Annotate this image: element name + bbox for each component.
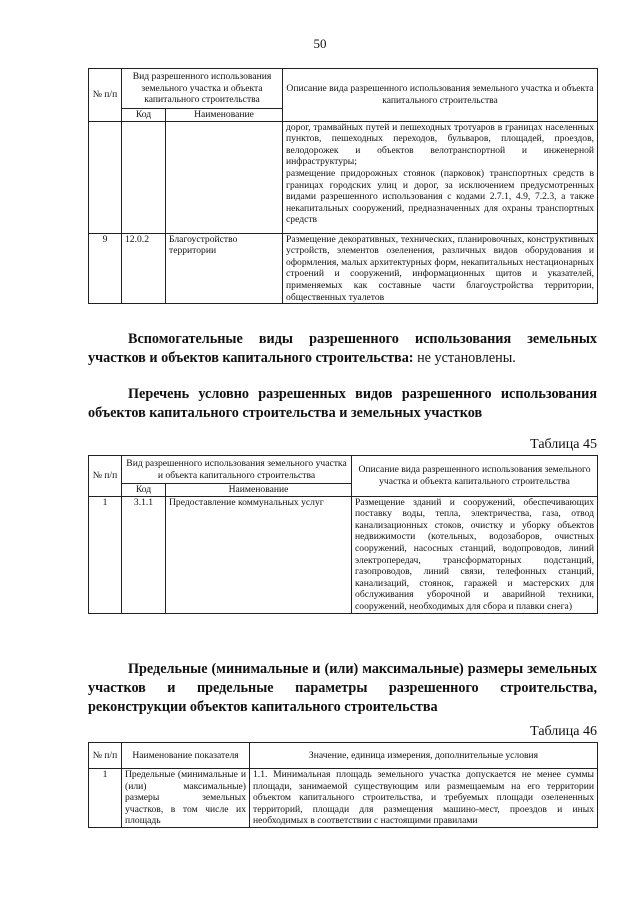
table-row	[89, 769, 598, 828]
header-code: Код	[122, 109, 166, 122]
row-description: Размещение декоративных, технических, планировочных, конструктивных устройств, элементов озеленения, различных видов оборудования и оформления, малых архитектурных форм, некапитальных нестационарных строений и сооружений, информационных щитов и указателей, применяемых как составные части благоустройства территории, общественных туалетов	[283, 233, 598, 304]
header-kind: Вид разрешенного использования земельного участка и объекта капитального строительства	[122, 456, 352, 484]
header-description: Описание вида разрешенного использования земельного участка и объекта капитального строительства	[352, 456, 598, 497]
row-code: 12.0.2	[122, 233, 166, 304]
header-num: № п/п	[89, 456, 122, 497]
row-value: 1.1. Минимальная площадь земельного участка допускается не менее суммы площади, занимаемой существующим или размещаемым на его территории объектом капитального строительства, и требуемых площади озелененных территорий, площади для размещения машино-мест, проездов и иных необходимых в соответствии с настоящими правилами	[250, 769, 598, 828]
header-num: № п/п	[89, 743, 122, 769]
heading-conditional-uses: Перечень условно разрешенных видов разрешенного использования объектов капитального строительства и земельных участков	[88, 386, 597, 421]
row-name: Благоустройство территории	[166, 233, 283, 304]
row-code: 3.1.1	[122, 496, 166, 613]
header-kind: Вид разрешенного использования земельного участка и объекта капитального строительства	[122, 69, 283, 109]
header-name: Наименование	[166, 109, 283, 122]
table-46	[88, 742, 598, 828]
heading-bold-text: Вспомогательные виды разрешенного использования земельных участков и объектов капитального строительства:	[88, 331, 597, 366]
row-name: Предельные (минимальные и (или) максимальные) размеры земельных участков, в том числе их площадь	[122, 769, 250, 828]
header-indicator: Наименование показателя	[122, 743, 250, 769]
row-name: Предоставление коммунальных услуг	[166, 496, 352, 613]
header-num: № п/п	[89, 69, 122, 122]
header-description: Описание вида разрешенного использования земельного участка и объекта капитального строительства	[283, 69, 598, 122]
row-description: дорог, трамвайных путей и пешеходных тротуаров в границах населенных пунктов, пешеходных переходов, бульваров, площадей, проездов, велодорожек и объектов велотранспортной и инженерной инфраструктуры; размещение придорожных стоянок (парковок) транспортных средств в границах городских улиц и дорог, за исключением предусмотренных видами разрешенного использования с кодами 2.7.1, 4.9, 7.2.3, а также некапитальных сооружений, предназначенных для охраны транспортных средств	[283, 121, 598, 233]
header-code: Код	[122, 484, 166, 497]
table-row	[89, 233, 598, 304]
heading-plain-text: не установлены.	[413, 350, 516, 366]
heading-auxiliary-uses	[88, 330, 597, 368]
table-row	[89, 121, 598, 233]
row-num: 1	[89, 496, 122, 613]
table-45	[88, 455, 598, 614]
page-number: 50	[313, 36, 327, 51]
table-row	[89, 496, 598, 613]
row-num: 9	[89, 233, 122, 304]
heading-limit-parameters: Предельные (минимальные и (или) максимальные) размеры земельных участков и предельные параметры разрешенного строительства, реконструкции объектов капитального строительства	[88, 661, 597, 715]
table-permitted-uses	[88, 68, 598, 304]
row-num: 1	[89, 769, 122, 828]
table-caption-46: Таблица 46	[530, 724, 597, 739]
header-name: Наименование	[166, 484, 352, 497]
row-description: Размещение зданий и сооружений, обеспечивающих поставку воды, тепла, электричества, газа, отвод канализационных стоков, очистку и уборку объектов недвижимости (котельных, водозаборов, очистных сооружений, насосных станций, водопроводов, линий электропередач, трансформаторных подстанций, газопроводов, линий связи, телефонных станций, канализаций, стоянок, гаражей и мастерских для обслуживания уборочной и аварийной техники, сооружений, необходимых для сбора и плавки снега)	[352, 496, 598, 613]
table-caption-45: Таблица 45	[530, 437, 597, 452]
header-value: Значение, единица измерения, дополнительные условия	[250, 743, 598, 769]
